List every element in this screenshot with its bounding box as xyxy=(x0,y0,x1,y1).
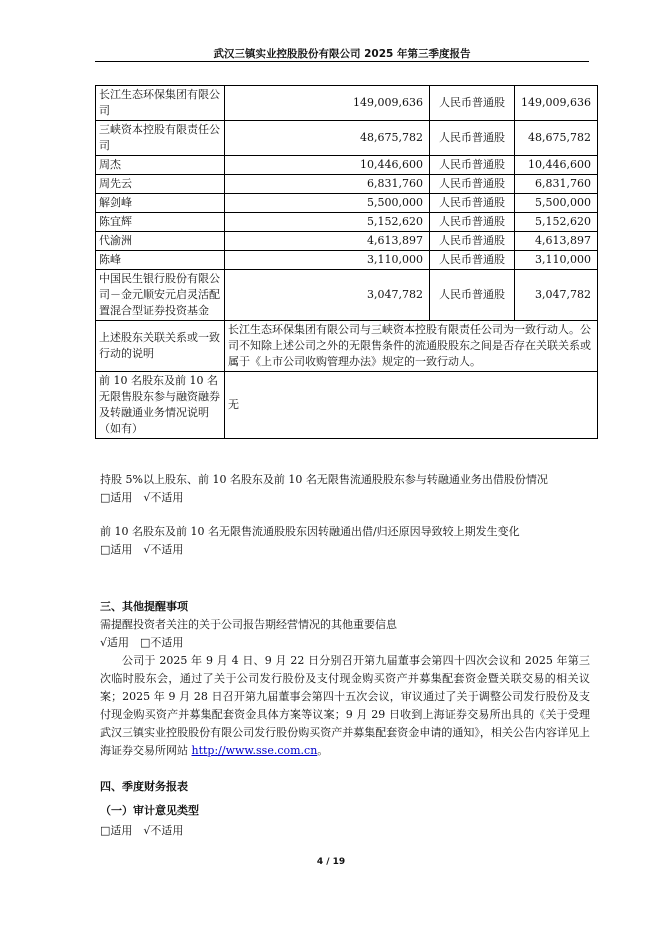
holder-shares: 5,500,000 xyxy=(225,194,430,213)
section3-status: √适用 □不适用 xyxy=(100,636,184,649)
holder-row xyxy=(96,175,598,194)
top-holders-table xyxy=(95,85,598,439)
margin-text: 无 xyxy=(225,372,598,439)
report-header: 武汉三镇实业控股股份有限公司 2025 年第三季度报告 xyxy=(213,48,471,60)
holder-share-type: 人民币普通股 xyxy=(430,270,515,321)
holder-share-amount: 5,152,620 xyxy=(515,213,598,232)
holder-row xyxy=(96,156,598,175)
holder-share-type: 人民币普通股 xyxy=(430,156,515,175)
holder-shares: 6,831,760 xyxy=(225,175,430,194)
holder-row xyxy=(96,121,598,156)
holder-share-type: 人民币普通股 xyxy=(430,175,515,194)
section3-title: 三、其他提醒事项 xyxy=(100,600,188,613)
holder-share-amount: 6,831,760 xyxy=(515,175,598,194)
holder-row xyxy=(96,270,598,321)
holder-shares: 48,675,782 xyxy=(225,121,430,156)
header-divider xyxy=(95,61,589,62)
holder-shares: 10,446,600 xyxy=(225,156,430,175)
holder-row xyxy=(96,213,598,232)
section3-paragraph-end: 。 xyxy=(317,744,329,757)
holder-name: 解剑峰 xyxy=(96,194,225,213)
holder-share-type: 人民币普通股 xyxy=(430,213,515,232)
lending-text: 持股 5%以上股东、前 10 名股东及前 10 名无限售流通股股东参与转融通业务出借股份情况 xyxy=(100,473,548,486)
holder-row xyxy=(96,86,598,121)
change-text: 前 10 名股东及前 10 名无限售流通股股东因转融通出借/归还原因导致较上期发生变化 xyxy=(100,525,520,538)
holder-name: 代渝洲 xyxy=(96,232,225,251)
sse-website-link[interactable]: http://www.sse.com.cn xyxy=(191,744,318,757)
holder-shares: 149,009,636 xyxy=(225,86,430,121)
section3-paragraph xyxy=(100,652,590,760)
holder-name: 中国民生银行股份有限公司－金元顺安元启灵活配置混合型证券投资基金 xyxy=(96,270,225,321)
holder-name: 长江生态环保集团有限公司 xyxy=(96,86,225,121)
holder-share-type: 人民币普通股 xyxy=(430,86,515,121)
holder-name: 陈宜辉 xyxy=(96,213,225,232)
holder-share-type: 人民币普通股 xyxy=(430,121,515,156)
holder-share-amount: 4,613,897 xyxy=(515,232,598,251)
holder-share-type: 人民币普通股 xyxy=(430,194,515,213)
section4-title: 四、季度财务报表 xyxy=(100,780,188,793)
holder-row xyxy=(96,194,598,213)
holder-share-amount: 48,675,782 xyxy=(515,121,598,156)
holder-shares: 3,047,782 xyxy=(225,270,430,321)
holder-row xyxy=(96,232,598,251)
section3-intro: 需提醒投资者关注的关于公司报告期经营情况的其他重要信息 xyxy=(100,618,397,631)
relation-text: 长江生态环保集团有限公司与三峡资本控股有限责任公司为一致行动人。公司不知除上述公司之外的无限售条件的流通股股东之间是否存在关联关系或属于《上市公司收购管理办法》规定的一致行动人。 xyxy=(225,321,598,372)
relation-label: 上述股东关联关系或一致行动的说明 xyxy=(96,321,225,372)
holder-name: 周先云 xyxy=(96,175,225,194)
section-financial-statements xyxy=(100,778,590,840)
holder-shares: 3,110,000 xyxy=(225,251,430,270)
change-block xyxy=(100,523,590,559)
holder-name: 陈峰 xyxy=(96,251,225,270)
margin-row xyxy=(96,372,598,439)
relation-row xyxy=(96,321,598,372)
page-number: 4 / 19 xyxy=(316,857,346,867)
section4-subtitle: （一）审计意见类型 xyxy=(100,804,199,817)
holder-shares: 4,613,897 xyxy=(225,232,430,251)
section-other-reminders xyxy=(100,598,590,760)
lending-status: □适用 √不适用 xyxy=(100,491,184,504)
holder-row xyxy=(96,251,598,270)
holder-share-type: 人民币普通股 xyxy=(430,251,515,270)
lending-block xyxy=(100,471,590,507)
holder-shares: 5,152,620 xyxy=(225,213,430,232)
margin-label: 前 10 名股东及前 10 名无限售股东参与融资融券及转融通业务情况说明（如有） xyxy=(96,372,225,439)
section4-status: □适用 √不适用 xyxy=(100,824,184,837)
holder-share-amount: 3,047,782 xyxy=(515,270,598,321)
holder-share-amount: 149,009,636 xyxy=(515,86,598,121)
section3-paragraph-text: 公司于 2025 年 9 月 4 日、9 月 22 日分别召开第九届董事会第四十四次会议和 2025 年第三次临时股东会，通过了关于公司发行股份及支付现金购买资产并募集配套资金暨关联交易的相关议案；2025 年 9 月 28 日召开第九届董事会第四十五次会议，审议通过了关于调整公司发行股份及支付现金购买资产并募集配套资金具体方案等议案；9 月 29 日收到上海证券交易所出具的《关于受理武汉三镇实业控股股份有限公司发行股份购买资产并募集配套资金申请的通知》，相关公告内容详见上海证券交易所网站 xyxy=(100,654,590,757)
holder-name: 三峡资本控股有限责任公司 xyxy=(96,121,225,156)
change-status: □适用 √不适用 xyxy=(100,543,184,556)
holder-name: 周杰 xyxy=(96,156,225,175)
holder-share-type: 人民币普通股 xyxy=(430,232,515,251)
holder-share-amount: 10,446,600 xyxy=(515,156,598,175)
holder-share-amount: 3,110,000 xyxy=(515,251,598,270)
holder-share-amount: 5,500,000 xyxy=(515,194,598,213)
